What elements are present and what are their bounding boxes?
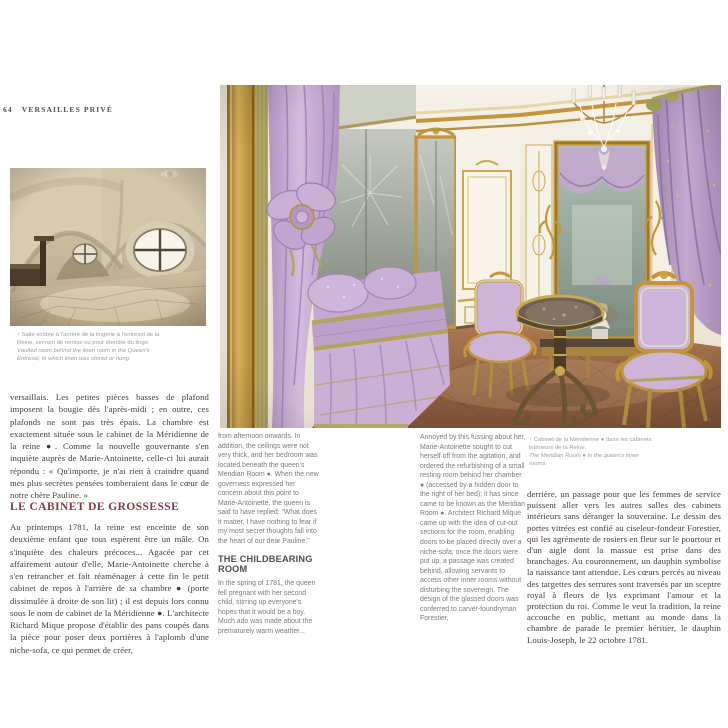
vaulted-room-illustration	[10, 168, 206, 326]
english-column	[218, 432, 319, 636]
left-photo-caption	[17, 332, 169, 364]
main-caption-english: The Meridian Room ● in the queen's inner rooms.	[529, 453, 639, 468]
running-head	[3, 105, 113, 114]
french-paragraph-3: derrière, un passage pour que les femmes de service puissent aller vers les autres salles des cabinets intérieurs sans déranger la souveraine. Le dessin des portes vitrées est confié au ciseleur-fondeur Forestier, qui les agrémente de rosiers en fleur sur le pourtour et d'un aigle dont la massue est prise dans des branchages. Au couronnement, un dauphin symbolise la naissance tant attendue. Les cœurs percés au niveau des targettes des serrures sont traversés par un sceptre royal à fleurs de lys exprimant l'amour et la protection du roi. Comme le veut la tradition, la reine accouche en public, mettant au monde dans la chambre de parade le premier héritier, le dauphin Louis-Joseph, le 22 octobre 1781.	[527, 489, 721, 645]
page-folio: 64	[3, 105, 13, 114]
left-caption-french: ↑ Salle voûtée à l'arrière de la lingerie à l'entresol de la Reine, servant de remise ou pour étendre du linge.	[17, 332, 160, 346]
meridienne-room-illustration	[220, 85, 721, 428]
main-photo-caption	[529, 437, 654, 469]
english-paragraph-2: In the spring of 1781, the queen fell pregnant with her second child, stirring up everyone's hopes that it would be a boy. Much ado was made about the prematurely warm weather...	[218, 580, 316, 635]
running-title: VERSAILLES PRIVÉ	[21, 105, 114, 114]
english-paragraph-1: from afternoon onwards. In addition, the ceilings were not very thick, and her bedroom was located beneath the queen's Meridian Room ●. When the new governess expressed her concern about this point to Marie-Antoinette, the queen is said to have replied: “What does it matter, I have nothing to fear if my most secret thoughts fall into the heart of our dear Pauline.”	[218, 433, 319, 546]
main-caption-french: ↑ Cabinet de la Méridienne ● dans les cabinets intérieurs de la Reine.	[529, 437, 652, 451]
french-section-heading: LE CABINET DE GROSSESSE	[10, 501, 180, 513]
vaulted-room-photo	[10, 168, 206, 326]
left-caption-english: Vaulted room behind the linen room in the Queen's Entresol, in which linen was stored or hung.	[17, 348, 150, 363]
french-paragraph-1: versaillais. Les petites pièces basses de plafond imposent la bougie dès l'après-midi ; en outre, ces plafonds ne sont pas très épais. La chambre est exactement située sous le cabinet de la Méridienne de la reine ●. Comme la nouvelle gouvernante s'en inquiète auprès de Marie-Antoinette, celle-ci lui aurait répondu : « Qu'importe, je n'ai rien à craindre quand mes plus secrètes pensées tomberaient dans le cœur de notre chère Pauline. »	[10, 392, 209, 500]
english-paragraph-3: Annoyed by this fussing about her, Marie-Antoinette sought to cut herself off from the agitation, and ordered the refurbishing of a small resting room behind her chamber ● (accessed by a hidden door to the right of her bed); it has since came to be known as the Meridian Room ●. Architect Richard Mique came up with the idea of cut-out sections for the room, enabling doors to be placed directly over a niche-sofa; once the doors were put up, a passage was created behind, allowing servants to access other inner rooms without disturbing the sovereign. The design of the glassed doors was conferred to carver-foundryman Forestier,	[420, 434, 526, 623]
meridienne-room-photo	[220, 85, 721, 428]
english-section-heading: THE CHILDBEARING ROOM	[218, 553, 313, 575]
french-paragraph-2: Au printemps 1781, la reine est enceinte de son deuxième enfant que tous espèrent être un mâle. On s'inquiète des chaleurs précoces... Agacée par cet affairement autour d'elle, Marie-Antoinette cherche à s'en retrancher et fait réaménager à cette fin le petit cabinet de repos à l'arrière de sa chambre ● (porte dissimulée à droite de son lit) ; il est depuis lors connu sous le nom de cabinet de la Méridienne ●. L'architecte Richard Mique propose d'établir des pans coupés dans la pièce pour poser deux portières à l'aplomb d'une niche-sofa, ce qui permet de créer,	[10, 522, 209, 655]
